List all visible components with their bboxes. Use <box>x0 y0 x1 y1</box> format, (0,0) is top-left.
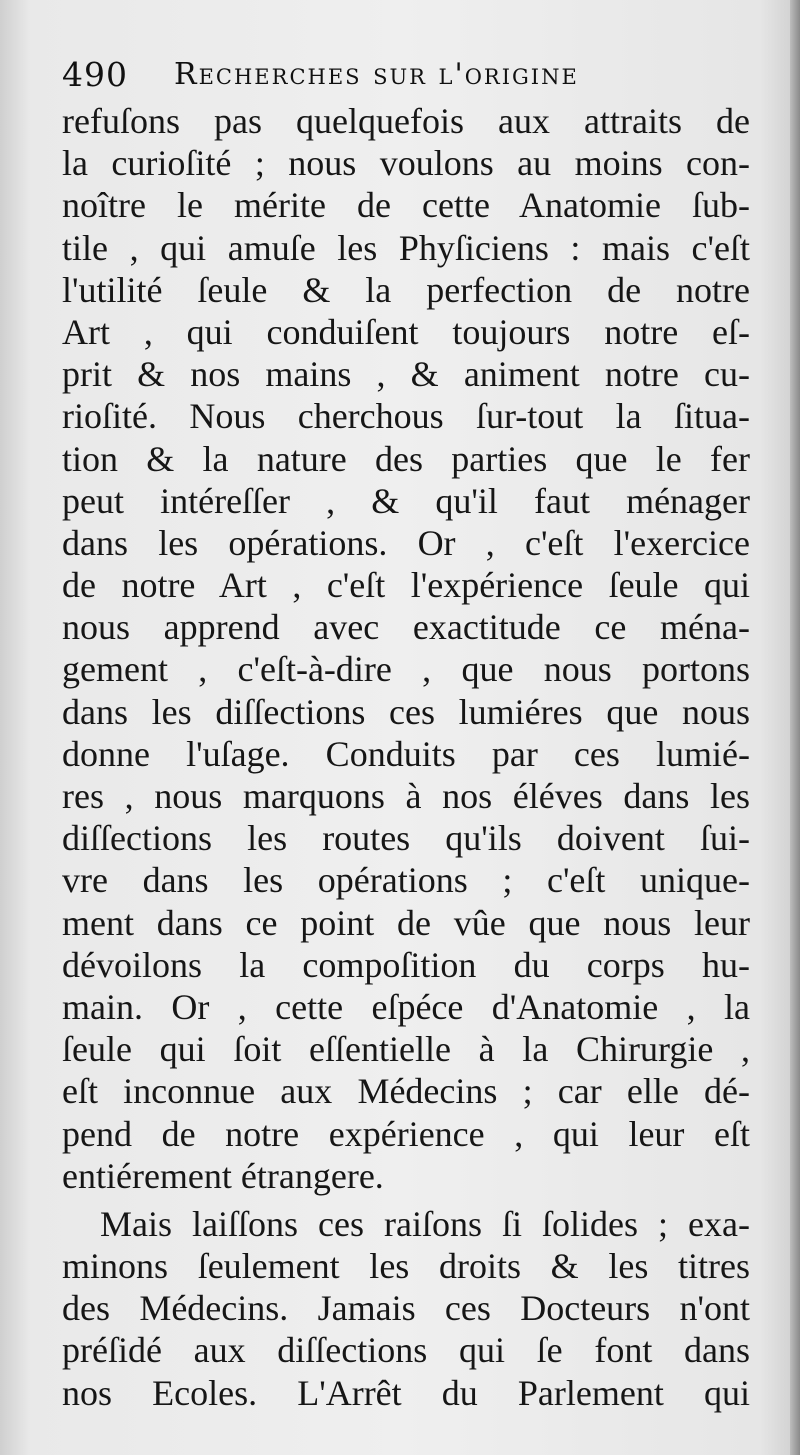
text-line: minons ſeulement les droits & les titres <box>62 1246 750 1287</box>
text-line: l'utilité ſeule & la perfection de notre <box>62 269 750 310</box>
page-header <box>62 52 752 98</box>
text-line: tion & la nature des parties que le fer <box>62 438 750 479</box>
text-line: donne l'uſage. Conduits par ces lumié- <box>62 733 750 774</box>
text-line: nous apprend avec exactitude ce ména- <box>62 607 750 648</box>
text-line: Mais laiſſons ces raiſons ſi ſolides ; exa- <box>100 1203 750 1244</box>
text-line: eſt inconnue aux Médecins ; car elle dé- <box>62 1071 750 1112</box>
text-line: nos Ecoles. L'Arrêt du Parlement qui <box>62 1372 750 1413</box>
running-title: Recherches sur l'origine <box>174 57 579 92</box>
text-line: des Médecins. Jamais ces Docteurs n'ont <box>62 1288 750 1329</box>
text-line: refuſons pas quelquefois aux attraits de <box>62 101 750 141</box>
text-line: gement , c'eſt-à-dire , que nous portons <box>62 649 750 690</box>
text-line: préſidé aux diſſections qui ſe font dans <box>62 1330 750 1371</box>
paragraph-2 <box>62 1203 750 1414</box>
paragraph-1 <box>62 100 750 1197</box>
text-line: de notre Art , c'eſt l'expérience ſeule qui <box>62 565 750 606</box>
text-line: dévoilons la compoſition du corps hu- <box>62 944 750 985</box>
text-line: rioſité. Nous cherchous ſur-tout la ſitua- <box>62 396 750 437</box>
text-line: ment dans ce point de vûe que nous leur <box>62 902 750 943</box>
text-line: diſſections les routes qu'ils doivent ſui- <box>62 818 750 859</box>
text-line: Art , qui conduiſent toujours notre eſ- <box>62 311 750 352</box>
body-text <box>62 100 750 1414</box>
text-line: noître le mérite de cette Anatomie ſub- <box>62 185 750 226</box>
text-line: entiérement étrangere. <box>62 1155 384 1196</box>
text-line: tile , qui amuſe les Phyſiciens : mais c'eſt <box>62 227 750 268</box>
text-line: dans les diſſections ces lumiéres que nous <box>62 691 750 732</box>
text-line: vre dans les opérations ; c'eſt unique- <box>62 860 750 901</box>
text-line: main. Or , cette eſpéce d'Anatomie , la <box>62 986 750 1027</box>
text-line: res , nous marquons à nos éléves dans les <box>62 776 750 816</box>
text-line: ſeule qui ſoit eſſentielle à la Chirurgie , <box>62 1029 750 1070</box>
text-line: prit & nos mains , & animent notre cu- <box>62 354 750 395</box>
text-line: peut intéreſſer , & qu'il faut ménager <box>62 480 750 521</box>
page-edge-shadow <box>790 0 800 1455</box>
text-line: pend de notre expérience , qui leur eſt <box>62 1113 750 1154</box>
text-line: la curioſité ; nous voulons au moins con- <box>62 143 750 184</box>
page-number: 490 <box>62 55 128 94</box>
text-line: dans les opérations. Or , c'eſt l'exercice <box>62 522 750 563</box>
